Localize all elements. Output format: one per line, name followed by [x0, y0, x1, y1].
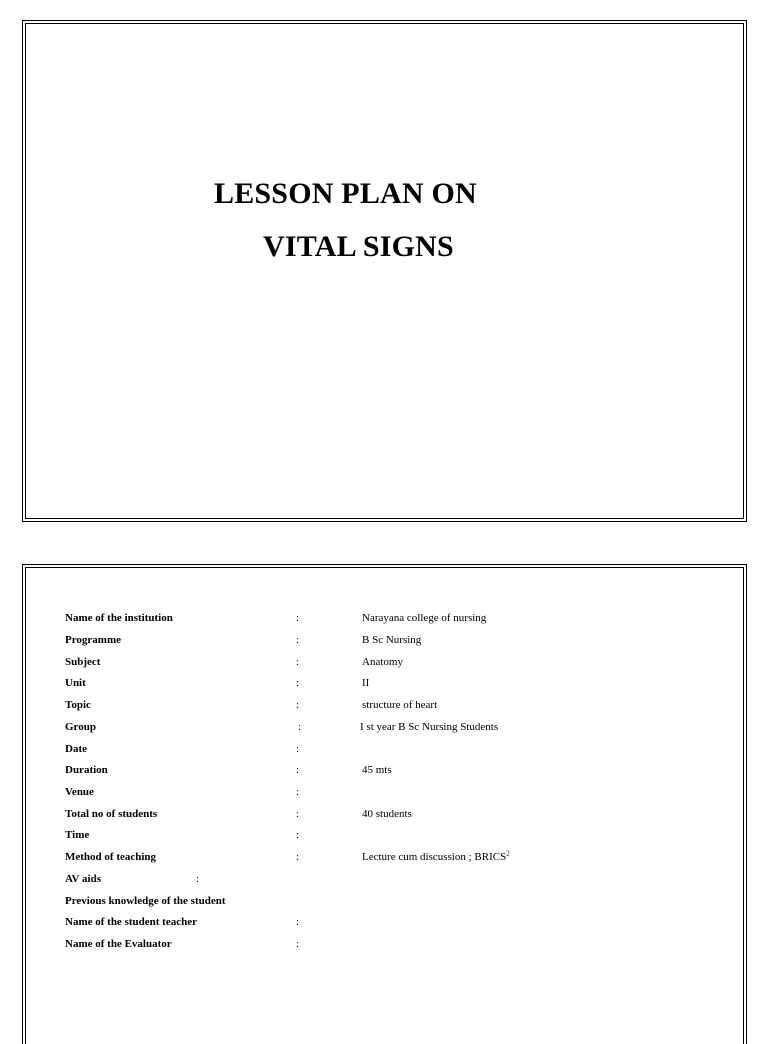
detail-separator: : — [296, 916, 300, 928]
detail-row-programme — [26, 630, 743, 650]
detail-separator: : — [296, 938, 300, 950]
detail-label: Duration — [65, 764, 108, 776]
cover-title-line-2: VITAL SIGNS — [263, 230, 454, 263]
detail-separator: : — [296, 699, 300, 711]
detail-label: Topic — [65, 699, 91, 711]
details-page — [22, 564, 747, 1044]
detail-value: II — [362, 677, 370, 689]
detail-row-date — [26, 739, 743, 759]
detail-label: Date — [65, 743, 87, 755]
detail-separator: : — [296, 677, 300, 689]
detail-row-subject — [26, 652, 743, 672]
detail-value: Anatomy — [362, 656, 403, 668]
detail-separator: : — [296, 829, 300, 841]
detail-label: Group — [65, 721, 96, 733]
detail-row-time — [26, 825, 743, 845]
detail-label: AV aids — [65, 873, 101, 885]
detail-label: Venue — [65, 786, 94, 798]
detail-separator: : — [296, 634, 300, 646]
detail-value: 45 mts — [362, 764, 392, 776]
detail-value: 40 students — [362, 808, 412, 820]
detail-label: Subject — [65, 656, 101, 668]
cover-title-line-1: LESSON PLAN ON — [214, 177, 477, 210]
detail-value: Narayana college of nursing — [362, 612, 487, 624]
detail-value — [362, 847, 510, 867]
detail-row-institution — [26, 608, 743, 628]
detail-separator: : — [296, 851, 300, 863]
detail-row-total-students — [26, 804, 743, 824]
detail-separator: : — [296, 808, 300, 820]
detail-label: Previous knowledge of the student — [65, 895, 226, 907]
detail-row-unit — [26, 673, 743, 693]
detail-separator: : — [296, 743, 300, 755]
detail-label: Name of the student teacher — [65, 916, 197, 928]
detail-separator: : — [296, 656, 300, 668]
detail-separator: : — [296, 764, 300, 776]
detail-row-method — [26, 847, 743, 867]
detail-row-venue — [26, 782, 743, 802]
detail-value-superscript: 2 — [506, 849, 510, 858]
detail-separator: : — [296, 612, 300, 624]
detail-label: Programme — [65, 634, 121, 646]
detail-separator: : — [296, 786, 300, 798]
detail-value: structure of heart — [362, 699, 438, 711]
detail-value: B Sc Nursing — [362, 634, 422, 646]
cover-page — [22, 20, 747, 522]
detail-row-previous-knowledge — [26, 891, 743, 911]
detail-separator: : — [298, 721, 302, 733]
detail-label: Unit — [65, 677, 86, 689]
detail-row-duration — [26, 760, 743, 780]
detail-row-av-aids — [26, 869, 743, 889]
detail-value: I st year B Sc Nursing Students — [360, 721, 499, 733]
detail-row-student-teacher — [26, 912, 743, 932]
detail-label: Total no of students — [65, 808, 158, 820]
detail-row-topic — [26, 695, 743, 715]
detail-separator: : — [196, 873, 200, 885]
detail-label: Name of the institution — [65, 612, 173, 624]
detail-row-group — [26, 717, 743, 737]
detail-label: Method of teaching — [65, 851, 157, 863]
detail-label: Time — [65, 829, 90, 841]
detail-label: Name of the Evaluator — [65, 938, 172, 950]
detail-value-text: Lecture cum discussion ; BRICS — [362, 851, 507, 863]
detail-row-evaluator — [26, 934, 743, 954]
